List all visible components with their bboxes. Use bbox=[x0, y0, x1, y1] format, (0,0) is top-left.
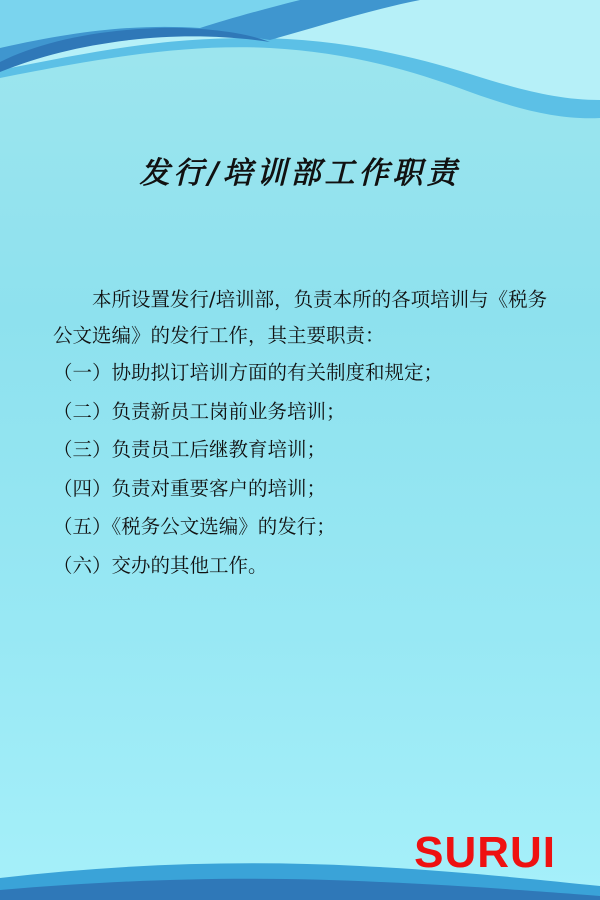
duty-item: （五）《税务公文选编》的发行； bbox=[53, 515, 336, 538]
page-title: 发行/培训部工作职责 bbox=[139, 156, 461, 191]
duty-item: （四）负责对重要客户的培训； bbox=[53, 476, 327, 500]
top-wave-decoration bbox=[0, 0, 600, 140]
duties-list bbox=[53, 354, 558, 585]
intro-paragraph: 本所设置发行/培训部，负责本所的各项培训与《税务公文选编》的发行工作，其主要职责： bbox=[53, 288, 548, 347]
duty-item: （二）负责新员工岗前业务培训； bbox=[53, 399, 346, 423]
duty-item: （六）交办的其他工作。 bbox=[53, 553, 268, 577]
duty-item: （三）负责员工后继教育培训； bbox=[53, 438, 327, 461]
duty-item: （一）协助拟订培训方面的有关制度和规定； bbox=[53, 361, 444, 384]
brand-logo: SURUI bbox=[414, 828, 556, 877]
content-block bbox=[53, 282, 558, 585]
